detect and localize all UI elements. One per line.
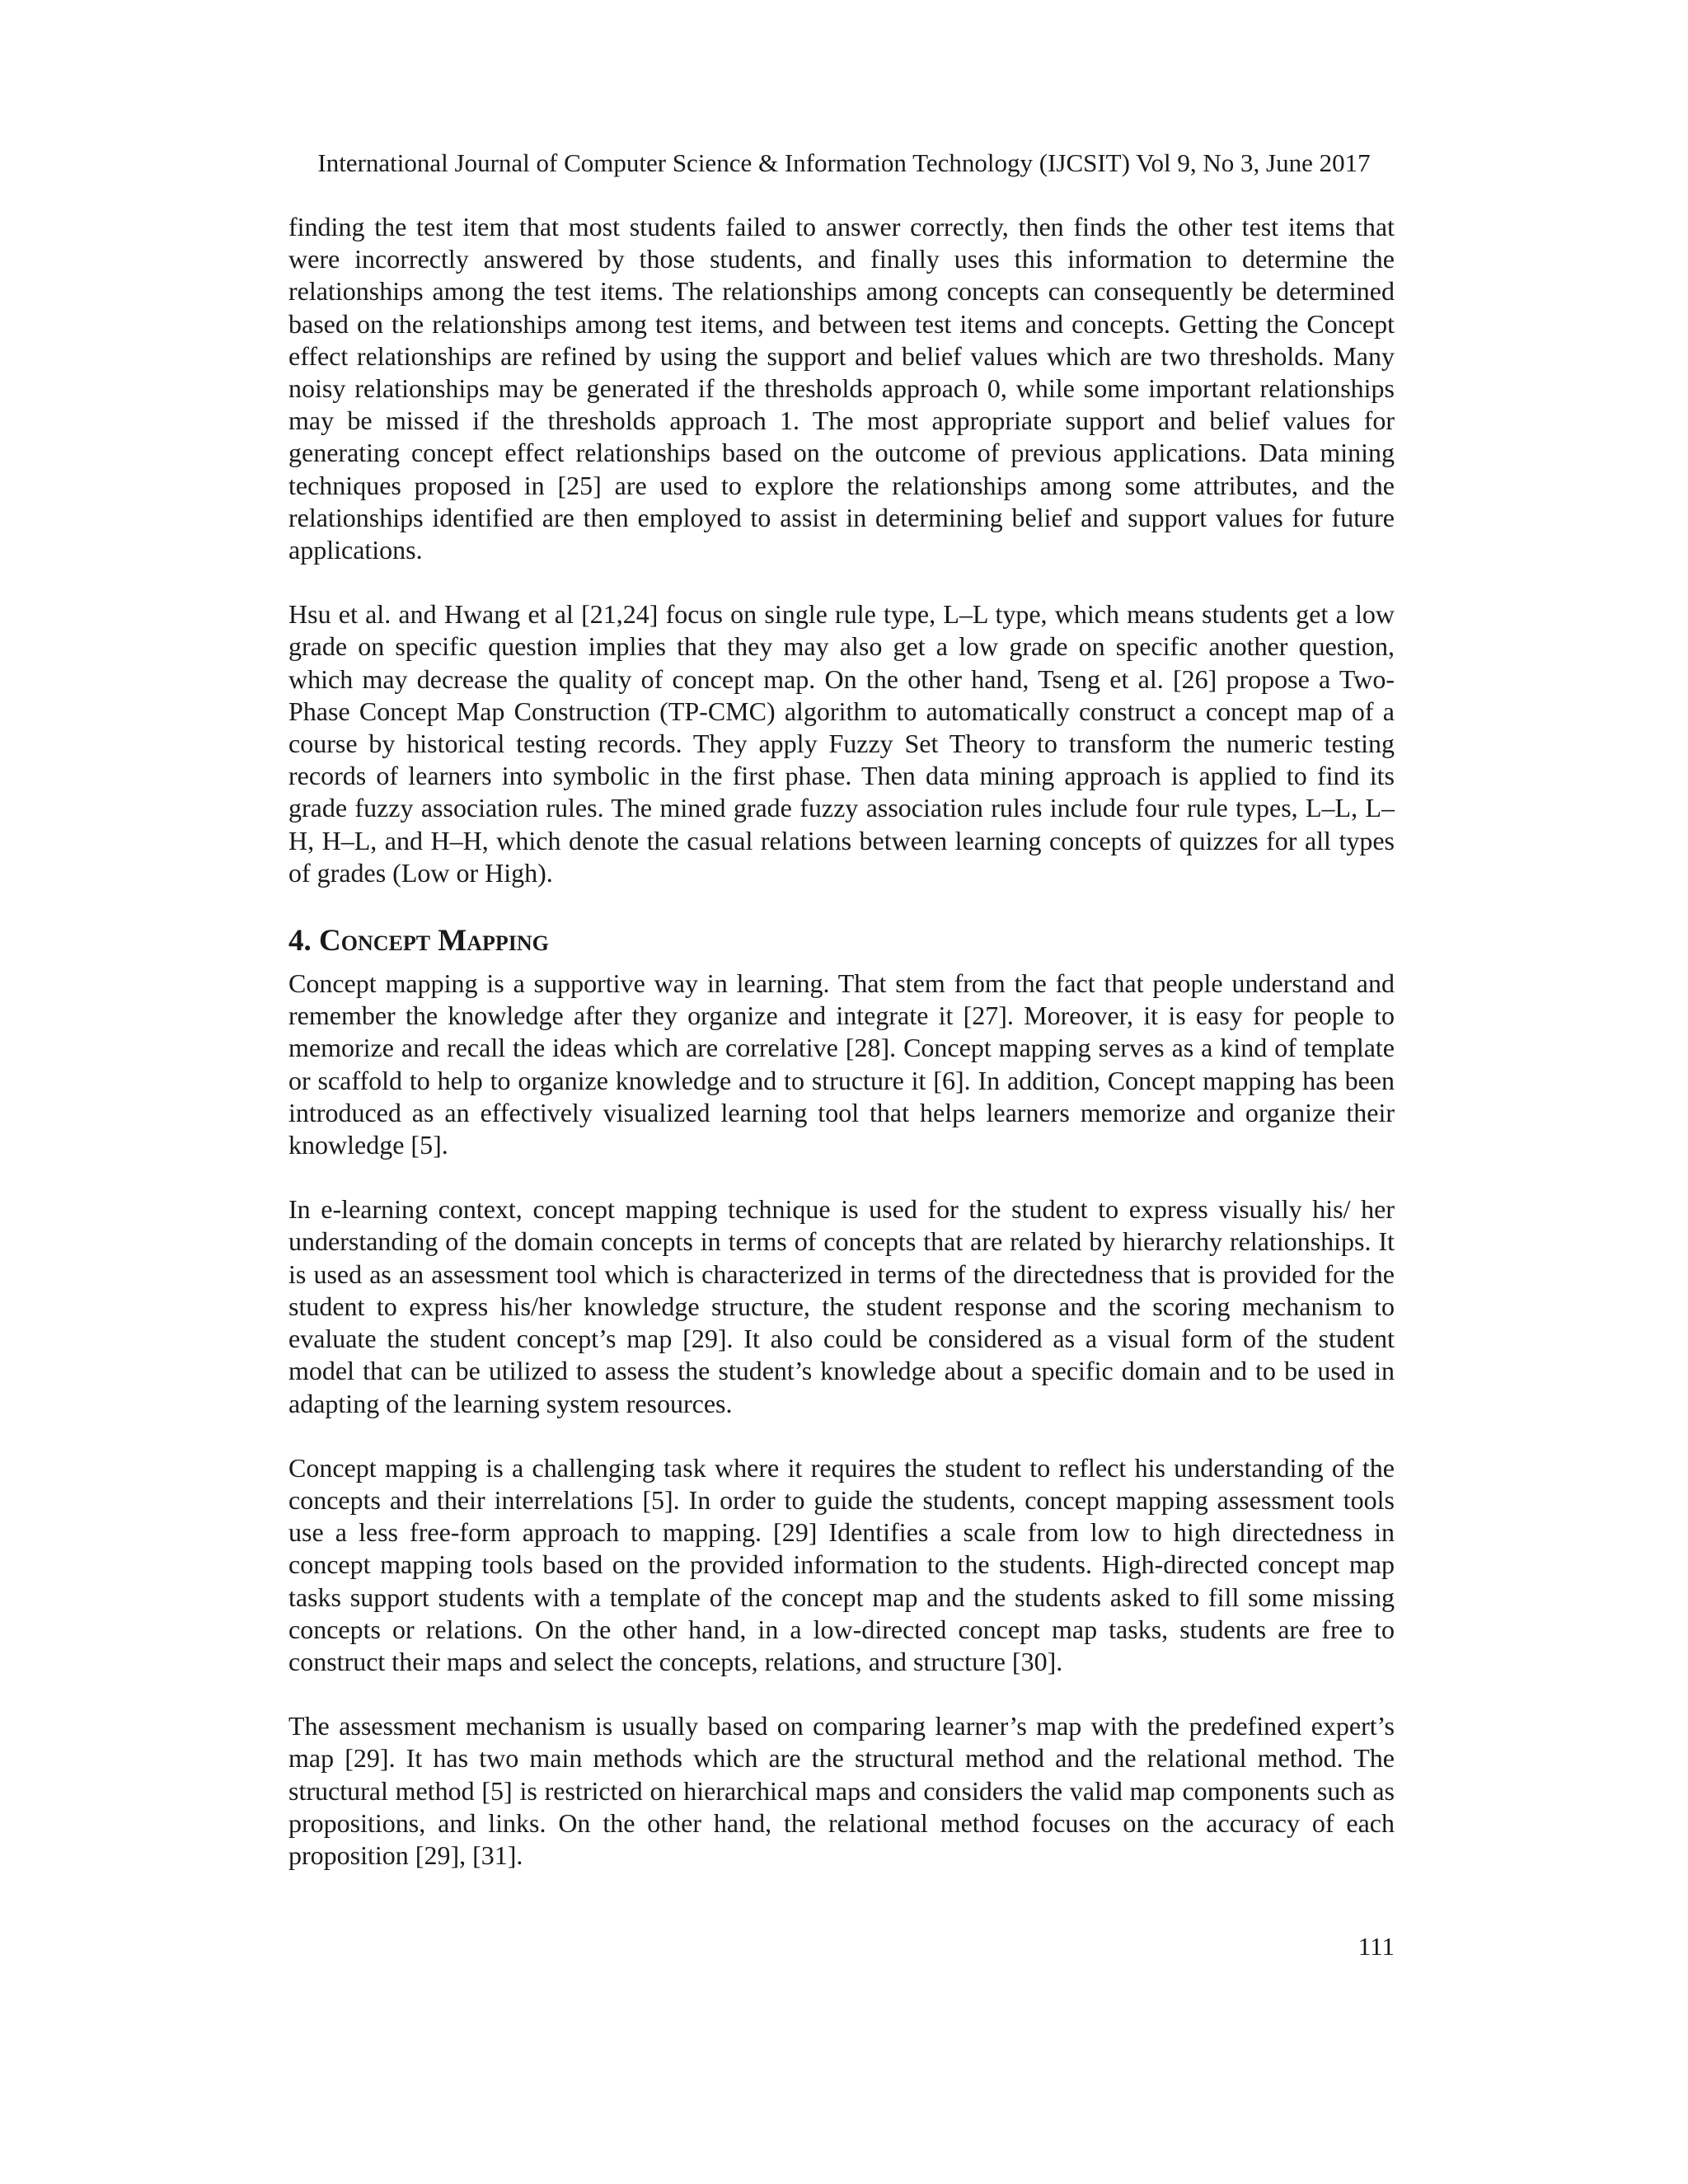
body-paragraph-5: Concept mapping is a challenging task where it requires the student to reflect his understanding of the concepts and their interrelations [5]. In order to guide the students, concept mapping assessment tools use a less free-form approach to mapping. [29] Identifies a scale from low to high directedness in concept mapping tools based on the provided information to the students. High-directed concept map tasks support students with a template of the concept map and the students asked to fill some missing concepts or relations. On the other hand, in a low-directed concept map tasks, students are free to construct their maps and select the concepts, relations, and structure [30]. [288, 1452, 1395, 1676]
section-heading: 4. Concept Mapping [288, 924, 549, 958]
running-header: International Journal of Computer Science & Information Technology (IJCSIT) Vol 9, No 3, June 2017 [317, 148, 1371, 177]
page-body [288, 211, 1395, 1872]
body-paragraph-4: In e-learning context, concept mapping technique is used for the student to express visually his/ her understanding of the domain concepts in terms of concepts that are related by hierarchy relationships. It is used as an assessment tool which is characterized in terms of the directedness that is provided for the student to express his/her knowledge structure, the student response and the scoring mechanism to evaluate the student concept’s map [29]. It also could be considered as a visual form of the student model that can be utilized to assess the student’s knowledge about a specific domain and to be used in adapting of the learning system resources. [288, 1194, 1395, 1418]
body-paragraph-2: Hsu et al. and Hwang et al [21,24] focus on single rule type, L–L type, which means students get a low grade on specific question implies that they may also get a low grade on specific another question, which may decrease the quality of concept map. On the other hand, Tseng et al. [26] propose a Two-Phase Concept Map Construction (TP-CMC) algorithm to automatically construct a concept map of a course by historical testing records. They apply Fuzzy Set Theory to transform the numeric testing records of learners into symbolic in the first phase. Then data mining approach is applied to find its grade fuzzy association rules. The mined grade fuzzy association rules include four rule types, L–L, L–H, H–L, and H–H, which denote the casual relations between learning concepts of quizzes for all types of grades (Low or High). [288, 599, 1395, 888]
page-number: 111 [1357, 1932, 1395, 1961]
body-paragraph-6: The assessment mechanism is usually based on comparing learner’s map with the predefined expert’s map [29]. It has two main methods which are the structural method and the relational method. The structural method [5] is restricted on hierarchical maps and considers the valid map components such as propositions, and links. On the other hand, the relational method focuses on the accuracy of each proposition [29], [31]. [288, 1711, 1395, 1870]
body-paragraph-3: Concept mapping is a supportive way in learning. That stem from the fact that people understand and remember the knowledge after they organize and integrate it [27]. Moreover, it is easy for people to memorize and recall the ideas which are correlative [28]. Concept mapping serves as a kind of template or scaffold to help to organize knowledge and to structure it [6]. In addition, Concept mapping has been introduced as an effectively visualized learning tool that helps learners memorize and organize their knowledge [5]. [288, 968, 1395, 1160]
body-paragraph-1: finding the test item that most students failed to answer correctly, then finds the other test items that were incorrectly answered by those students, and finally uses this information to determine the relationships among the test items. The relationships among concepts can consequently be determined based on the relationships among test items, and between test items and concepts. Getting the Concept effect relationships are refined by using the support and belief values which are two thresholds. Many noisy relationships may be generated if the thresholds approach 0, while some important relationships may be missed if the thresholds approach 1. The most appropriate support and belief values for generating concept effect relationships based on the outcome of previous applications. Data mining techniques proposed in [25] are used to explore the relationships among some attributes, and the relationships identified are then employed to assist in determining belief and support values for future applications. [288, 212, 1395, 565]
